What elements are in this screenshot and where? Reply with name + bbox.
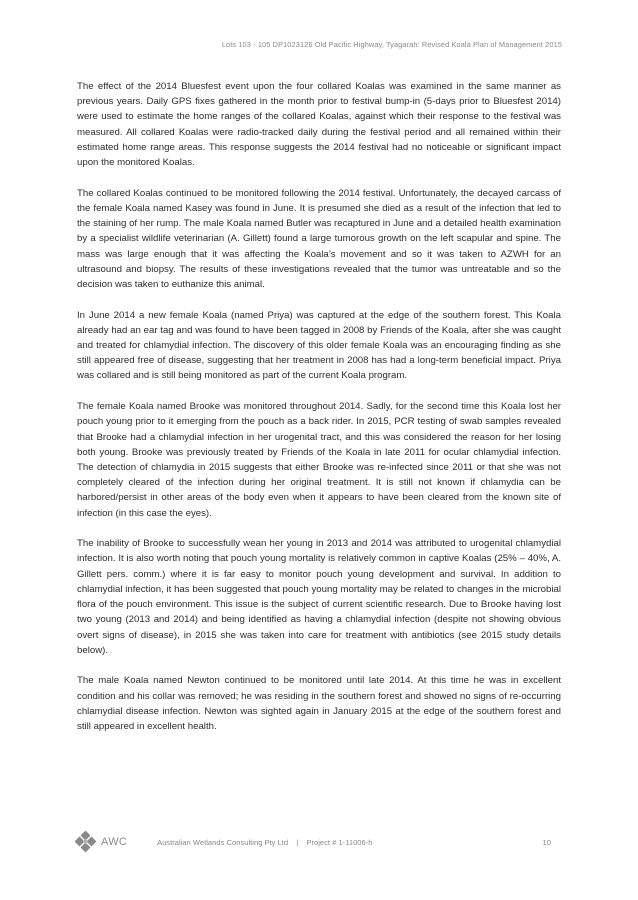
- paragraph-bluesfest-effect: The effect of the 2014 Bluesfest event upon the four collared Koalas was examined in the same manner as previous years. Daily GPS fixes gathered in the month prior to festival bump-in (5-days prior to Bluesfest 2014) were used to estimate the home ranges of the collared Koalas, against which their response to the festival was measured. All collared Koalas were radio-tracked daily during the festival period and all remained within their estimated home range areas. This response suggests the 2014 festival had no noticeable or significant impact upon the monitored Koalas.: [77, 81, 561, 169]
- footer-separator: |: [296, 838, 299, 847]
- page-footer: [75, 828, 565, 858]
- awc-logo: [75, 831, 135, 855]
- paragraph-newton: The male Koala named Newton continued to be monitored until late 2014. At this time he was in excellent condition and his collar was removed; he was residing in the southern forest and showed no signs of re-occurring chlamydial disease infection. Newton was sighted again in January 2015 at the edge of the southern forest and still appeared in excellent health.: [77, 675, 561, 733]
- footer-text: [157, 838, 373, 847]
- project-number: Project # 1-11006-h: [306, 838, 373, 847]
- document-body: [77, 79, 561, 750]
- paragraph-brooke-weaning: The inability of Brooke to successfully wean her young in 2013 and 2014 was attributed to urogenital chlamydial infection. It is also worth noting that pouch young mortality is relatively common in captive Koalas (25% – 40%, A. Gillett pers. comm.) where it is far easy to monitor pouch young development and survival. In addition to chlamydial infection, it has been suggested that pouch young mortality may be related to changes in the microbial flora of the pouch environment. This issue is the subject of current scientific research. Due to Brooke having lost two young (2013 and 2014) and being identified as having a chlamydial infection (despite not showing obvious overt signs of disease), in 2015 she was taken into care for treatment with antibiotics (see 2015 study details below).: [77, 538, 561, 656]
- company-name: Australian Wetlands Consulting Pty Ltd: [157, 838, 289, 847]
- paragraph-collared-koalas: The collared Koalas continued to be monitored following the 2014 festival. Unfortunately, the decayed carcass of the female Koala named Kasey was found in June. It is presumed she died as a result of the infection that led to the staining of her rump. The male Koala named Butler was recaptured in June and a detailed health examination by a specialist wildlife veterinarian (A. Gillett) found a large tumorous growth on the left scapular and spine. The mass was large enough that it was affecting the Koala’s movement and so it was taken to AZWH for an ultrasound and biopsy. The results of these investigations revealed that the tumor was untreatable and so the decision was taken to euthanize this animal.: [77, 187, 561, 290]
- awc-diamond-logo-icon: [75, 831, 99, 855]
- paragraph-brooke: The female Koala named Brooke was monitored throughout 2014. Sadly, for the second time this Koala lost her pouch young prior to it emerging from the pouch as a back rider. In 2015, PCR testing of swab samples revealed that Brooke had a chlamydial infection in her urogenital tract, and this was considered the reason for her losing both young. Brooke was previously treated by Friends of the Koala in late 2011 for ocular chlamydial infection. The detection of chlamydia in 2015 suggests that either Brooke was re-infected since 2011 or that she was not completely cleared of the infection during her original treatment. It is still not known if chlamydia can be harbored/persist in other areas of the body even when it appears to have been cleared from the known site of infection (in this case the eyes).: [77, 401, 561, 519]
- running-header: Lots 103 - 105 DP1023126 Old Pacific Highway, Tyagarah: Revised Koala Plan of Management 2015: [221, 40, 562, 49]
- logo-text: AWC: [101, 836, 128, 848]
- page-number: 10: [542, 838, 551, 847]
- paragraph-priya: In June 2014 a new female Koala (named Priya) was captured at the edge of the southern forest. This Koala already had an ear tag and was found to have been tagged in 2008 by Friends of the Koala, after she was caught and treated for chlamydial infection. The discovery of this older female Koala was an encouraging finding as she still appeared free of disease, suggesting that her treatment in 2008 has had a long-term beneficial impact. Priya was collared and is still being monitored as part of the current Koala program.: [77, 309, 561, 382]
